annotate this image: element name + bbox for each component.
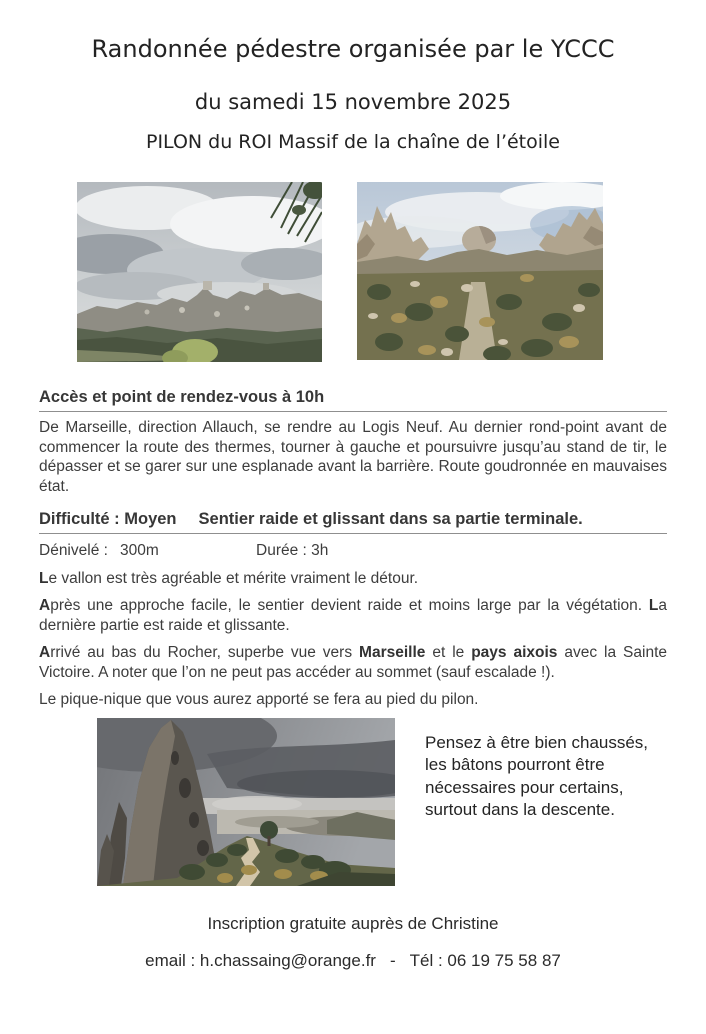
contact-line <box>39 951 667 971</box>
lead-letter: L <box>39 569 49 587</box>
paragraph-text: rrivé au bas du Rocher, superbe vue vers <box>50 644 360 661</box>
photo-pilon-du-roi <box>97 718 395 886</box>
flyer-page <box>0 34 706 1034</box>
bold-marseille: Marseille <box>359 644 426 661</box>
photo-mountain-ridge <box>77 182 322 362</box>
photo-rocky-crags <box>357 182 603 360</box>
paragraph-text: et le <box>425 644 472 661</box>
lead-letter: L <box>648 597 659 614</box>
bold-pays-aixois: pays aixois <box>471 644 558 661</box>
photo-row <box>77 182 667 362</box>
denivele-value: 300m <box>120 542 159 559</box>
duree-label: Durée : <box>256 542 307 559</box>
stats-line <box>39 541 667 561</box>
equipment-note: Pensez à être bien chaussés, les bâtons pourront être nécessaires pour certains, surtout dans la descente. <box>425 732 649 819</box>
access-heading: Accès et point de rendez-vous à 10h <box>39 387 667 412</box>
phone-number: Tél : 06 19 75 58 87 <box>409 950 561 970</box>
duree-value: 3h <box>311 542 329 559</box>
paragraph-picnic: Le pique-nique que vous aurez apporté se fera au pied du pilon. <box>39 691 479 708</box>
denivele-label: Dénivelé : <box>39 542 108 559</box>
event-date: du samedi 15 novembre 2025 <box>194 90 512 114</box>
event-location: PILON du ROI Massif de la chaîne de l’étoile <box>145 131 560 153</box>
email-label: email : <box>145 950 200 970</box>
page-title: Randonnée pédestre organisée par le YCCC <box>91 35 615 63</box>
bottom-row <box>97 718 667 886</box>
difficulty-note: Sentier raide et glissant dans sa partie terminale. <box>198 510 583 528</box>
access-paragraph: De Marseille, direction Allauch, se rendre au Logis Neuf. Au dernier rond-point avant de commencer la route des thermes, tourner à gauche et poursuivre jusqu’au stand de tir, le dépasser et se garer sur une esplanade avant la barrière. Route goudronnée en mauvaises état. <box>39 419 667 495</box>
difficulty-heading <box>39 509 667 534</box>
email-address: h.chassaing@orange.fr <box>199 950 376 970</box>
paragraph-arrive <box>39 643 667 682</box>
paragraph-text: près une approche facile, le sentier devient raide et moins large par la végétation. <box>50 597 649 614</box>
paragraph-approche <box>39 596 667 635</box>
paragraph-text: avec la Sainte Victoire. A noter que l’on ne peut pas accéder au sommet (sauf escalade !). <box>39 644 667 681</box>
inscription-line: Inscription gratuite auprès de Christine <box>207 913 499 933</box>
difficulty-level: Difficulté : Moyen <box>39 510 177 528</box>
lead-letter: A <box>39 597 51 614</box>
paragraph-vallon <box>39 569 667 589</box>
paragraph-text: e vallon est très agréable et mérite vraiment le détour. <box>48 569 419 587</box>
lead-letter: A <box>39 644 51 661</box>
paragraph-text: a dernière partie est raide et glissante. <box>39 597 667 634</box>
separator-dash: - <box>389 950 396 970</box>
